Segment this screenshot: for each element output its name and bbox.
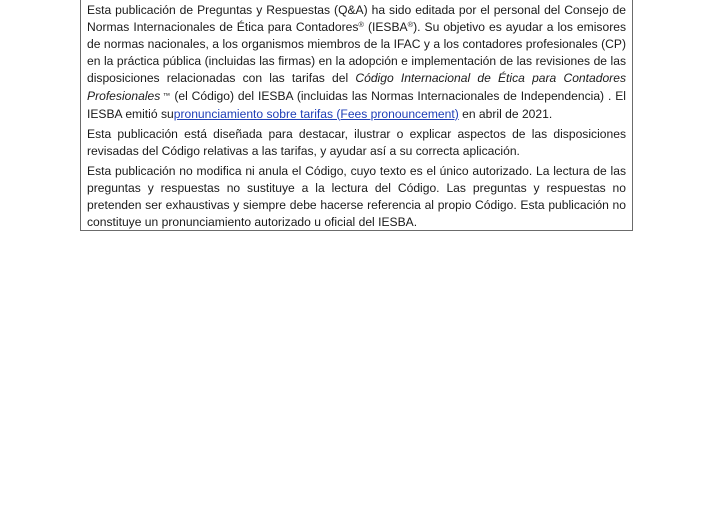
intro-text-1: Esta publicación de Preguntas y Respuestas (Q&A) ha sido editada por el personal del Consejo de Normas Internacionales de Ética para Contadores — [87, 3, 626, 35]
purpose-paragraph: Esta publicación está diseñada para destacar, ilustrar o explicar aspectos de las disposiciones revisadas del Código relativas a las tarifas, y ayudar así a su correcta aplicación. — [87, 126, 626, 158]
authority-disclaimer-paragraph: Esta publicación no modifica ni anula el Código, cuyo texto es el único autorizado. La lectura de las preguntas y respuestas no sustituye a la lectura del Código. Las preguntas y respuestas no pretenden ser exhaustivas y siempre debe hacerse referencia al propio Código. Esta publicación no constituye un pronunciamiento autorizado u oficial del IESBA. — [87, 163, 626, 230]
code-title: Código Internacional de Ética para Contadores Profesionales — [87, 71, 626, 104]
trademark-mark: ™ — [160, 91, 171, 101]
disclaimer-box — [80, 0, 633, 231]
intro-text-5: en abril de 2021. — [458, 106, 553, 121]
intro-text-3: ). Su objetivo es ayudar a los emisores de normas nacionales, a los organismos miembros de la IFAC y a los contadores profesionales (CP) en la práctica pública (incluidas las firmas) en la adopción e implementación de las revisiones de las disposiciones relacionadas con las tarifas del — [87, 20, 626, 86]
registered-mark: ® — [358, 20, 364, 30]
intro-text-4: (el Código) del IESBA (incluidas las Normas Internacionales de Independencia) . El IESBA emitió su — [87, 89, 626, 121]
intro-text-2: (IESBA — [363, 20, 408, 35]
intro-paragraph — [87, 2, 626, 123]
registered-mark: ® — [407, 20, 414, 30]
fees-pronouncement-link[interactable]: pronunciamiento sobre tarifas (Fees pronouncement) — [173, 106, 459, 121]
